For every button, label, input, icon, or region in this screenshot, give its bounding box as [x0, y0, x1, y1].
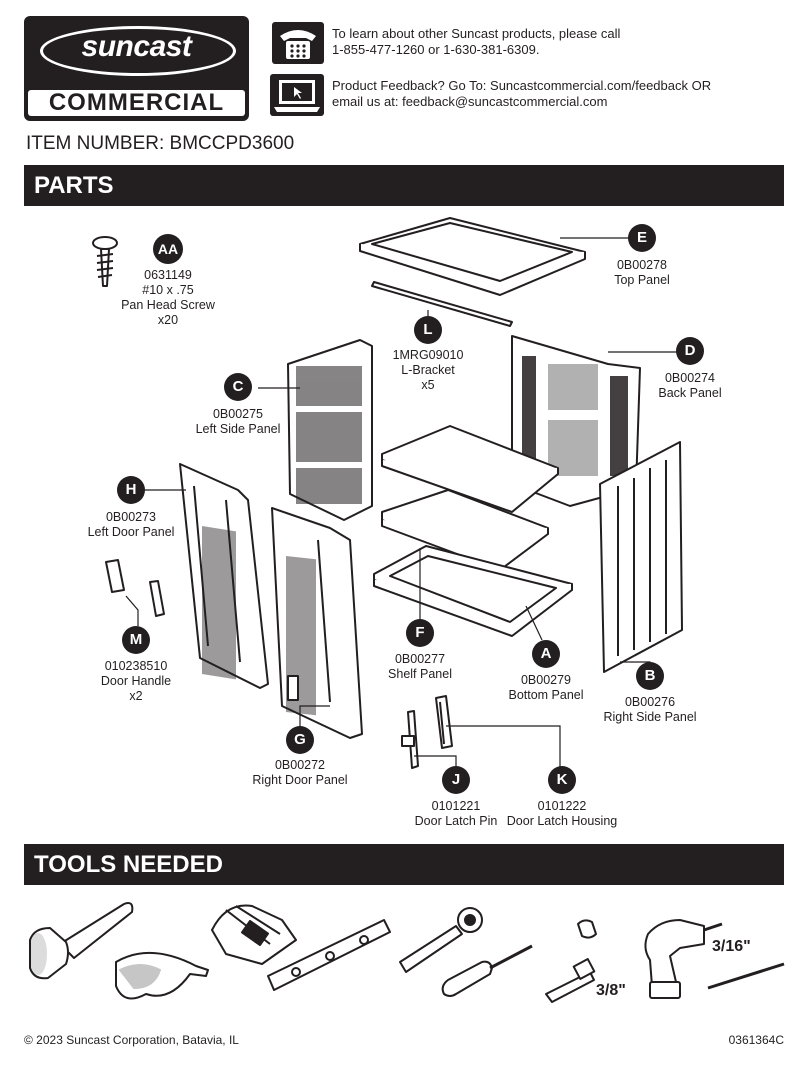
- part-label-k: 0101222 Door Latch Housing: [506, 799, 618, 828]
- part-badge-a: A: [532, 640, 560, 668]
- part-badge-m: M: [122, 626, 150, 654]
- door-handle-icon: [106, 560, 164, 616]
- bottom-panel-icon: [374, 546, 572, 636]
- top-panel-icon: [360, 218, 585, 295]
- phone-icon: [272, 22, 324, 64]
- tools-section-header: TOOLS NEEDED: [24, 844, 784, 885]
- part-label-l: 1MRG09010 L-Bracket x5: [392, 348, 464, 392]
- door-latch-housing-icon: [436, 696, 452, 748]
- part-label-c: 0B00275 Left Side Panel: [195, 407, 281, 436]
- part-badge-k: K: [548, 766, 576, 794]
- part-badge-b: B: [636, 662, 664, 690]
- part-badge-l: L: [414, 316, 442, 344]
- drill-bit-size-label: 3/16": [712, 938, 751, 955]
- document-code: 0361364C: [728, 1033, 784, 1047]
- logo-commercial: COMMERCIAL: [28, 90, 245, 116]
- laptop-icon: [270, 74, 324, 116]
- part-label-f: 0B00277 Shelf Panel: [388, 652, 452, 681]
- tools-illustration: [0, 890, 808, 1020]
- part-badge-aa: AA: [153, 234, 183, 264]
- part-badge-f: F: [406, 619, 434, 647]
- feedback-line-1: Product Feedback? Go To: Suncastcommercial.com/feedback OR: [332, 78, 712, 93]
- screw-icon: [93, 237, 117, 286]
- part-label-e: 0B00278 Top Panel: [614, 258, 670, 287]
- part-badge-e: E: [628, 224, 656, 252]
- socket-icon: [546, 920, 596, 1002]
- left-door-panel-icon: [180, 464, 268, 688]
- right-side-panel-icon: [600, 442, 682, 672]
- left-side-panel-icon: [288, 340, 372, 520]
- part-label-a: 0B00279 Bottom Panel: [508, 673, 584, 702]
- feedback-line-2: email us at: feedback@suncastcommercial.com: [332, 94, 608, 109]
- part-label-h: 0B00273 Left Door Panel: [87, 510, 175, 539]
- phone-line-2: 1-855-477-1260 or 1-630-381-6309.: [332, 42, 540, 57]
- gloves-icon: [212, 906, 296, 965]
- part-label-j: 0101221 Door Latch Pin: [414, 799, 498, 828]
- item-number: ITEM NUMBER: BMCCPD3600: [26, 133, 295, 154]
- part-badge-j: J: [442, 766, 470, 794]
- ratchet-icon: [400, 908, 482, 972]
- socket-size-label: 3/8": [596, 982, 626, 999]
- part-label-g: 0B00272 Right Door Panel: [252, 758, 348, 787]
- part-label-aa: 0631149 #10 x .75 Pan Head Screw x20: [121, 268, 215, 327]
- part-badge-g: G: [286, 726, 314, 754]
- right-door-panel-icon: [272, 508, 362, 738]
- phone-line-1: To learn about other Suncast products, please call: [332, 26, 621, 41]
- part-badge-h: H: [117, 476, 145, 504]
- copyright: © 2023 Suncast Corporation, Batavia, IL: [24, 1033, 239, 1047]
- part-badge-d: D: [676, 337, 704, 365]
- screwdriver-icon: [443, 946, 532, 996]
- parts-section-header: PARTS: [24, 165, 784, 206]
- door-latch-pin-icon: [402, 711, 418, 768]
- drill-bit-icon: [708, 964, 784, 988]
- part-badge-c: C: [224, 373, 252, 401]
- safety-glasses-icon: [116, 953, 208, 999]
- part-label-m: 010238510 Door Handle x2: [100, 659, 172, 703]
- logo-brand: suncast: [81, 30, 192, 63]
- part-label-d: 0B00274 Back Panel: [658, 371, 722, 400]
- part-label-b: 0B00276 Right Side Panel: [603, 695, 697, 724]
